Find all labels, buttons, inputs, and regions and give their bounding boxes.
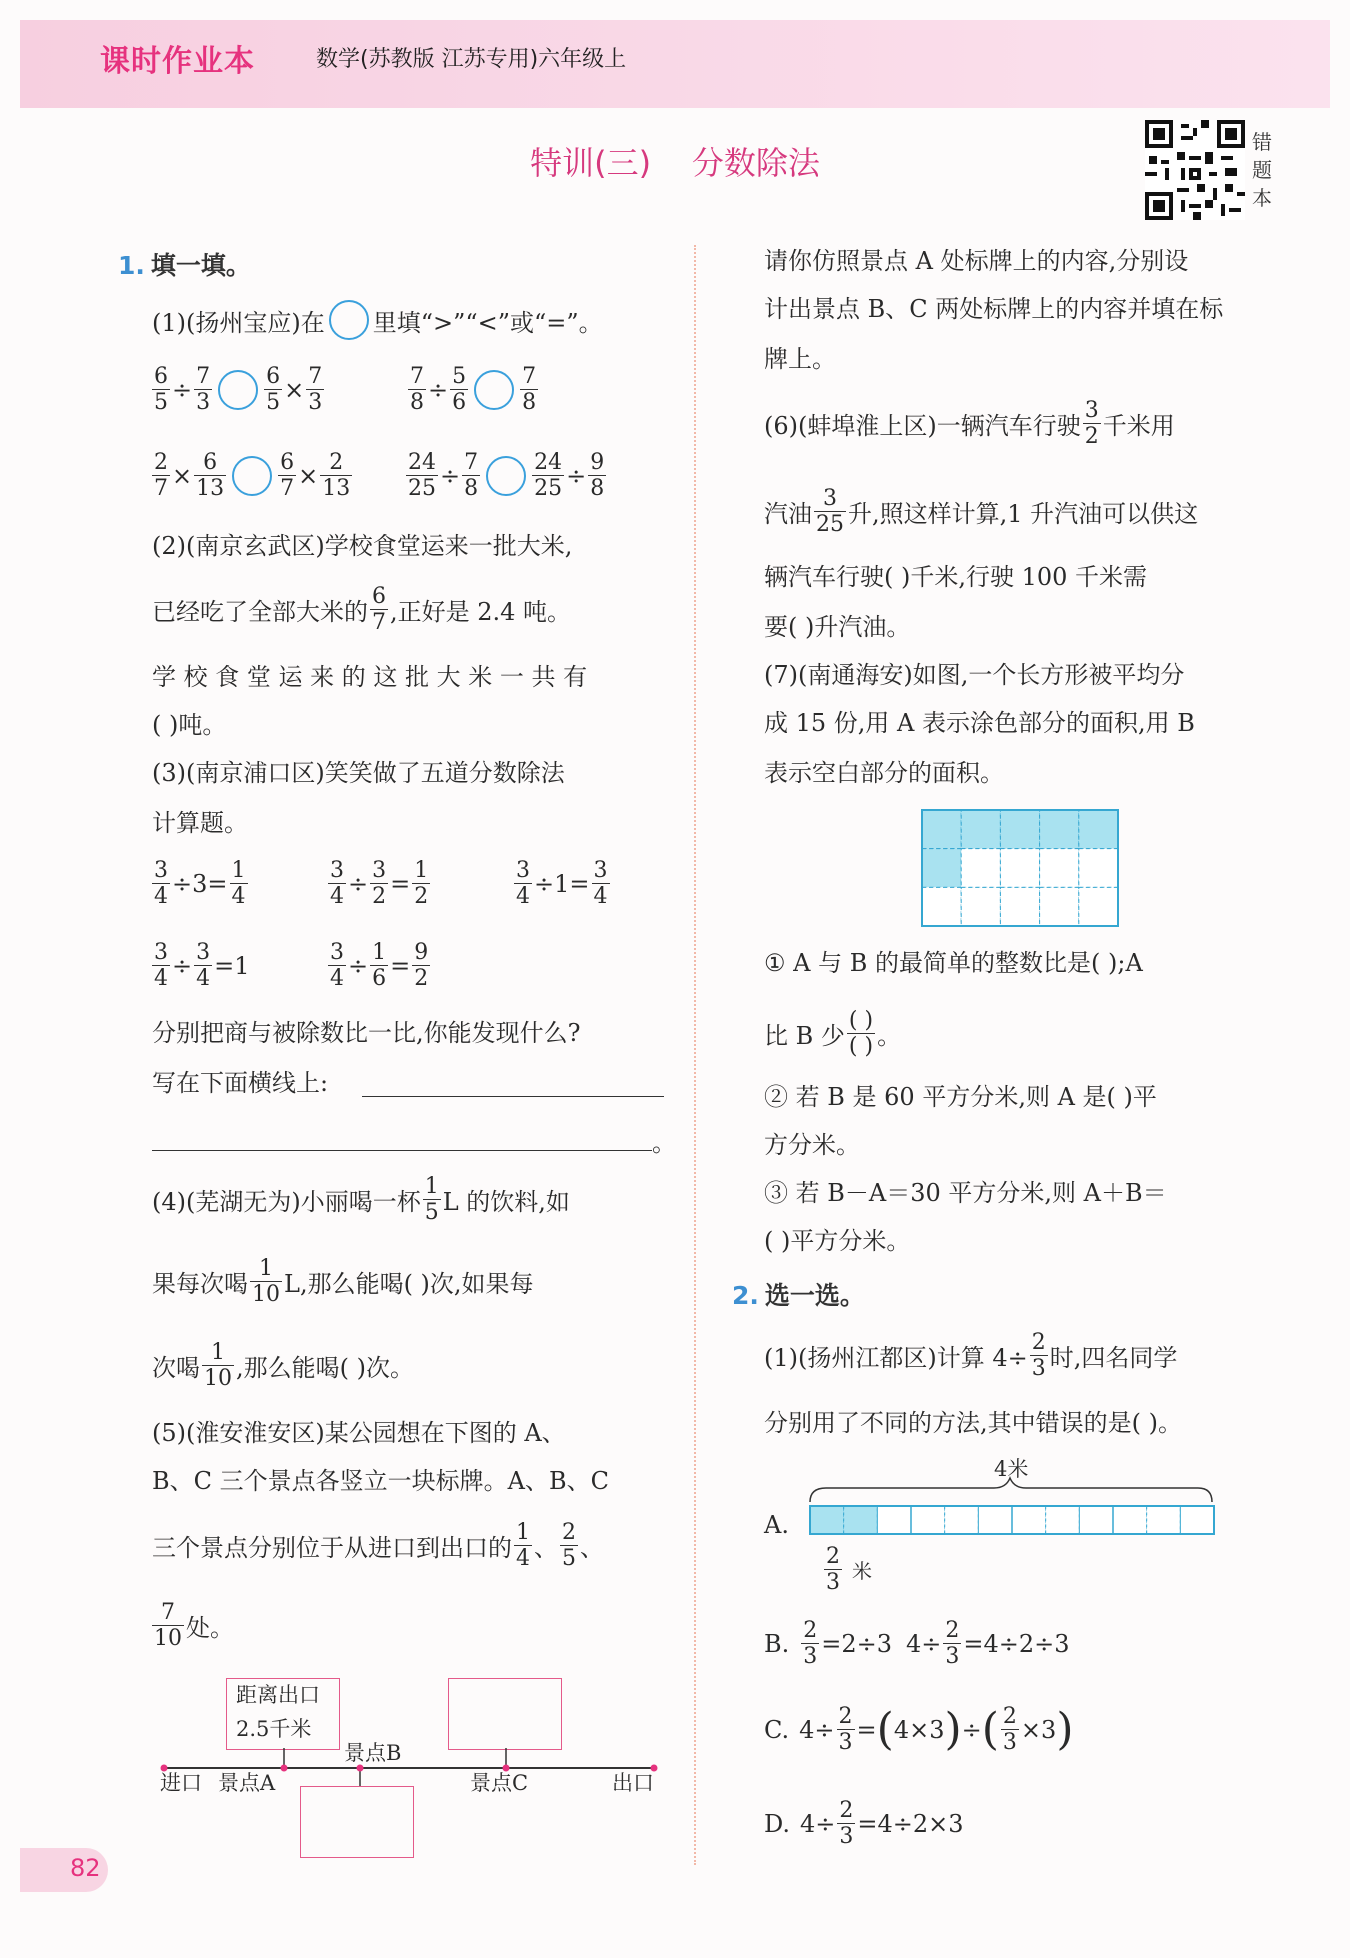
q6-line-1: (6)(蚌埠淮上区)一辆汽车行驶 $\frac{3}{2}$ 千米用 xyxy=(764,398,1175,449)
section-1-heading xyxy=(118,246,251,282)
q7-line-2: 成 15 份,用 A 表示涂色部分的面积,用 B xyxy=(764,709,1195,737)
bar-segment xyxy=(978,1506,1012,1534)
bar-segment xyxy=(1180,1506,1214,1534)
grid-cell-shaded xyxy=(922,810,961,849)
section-label: 选一选。 xyxy=(764,1281,865,1310)
q5-cont-line-2: 计出景点 B、C 两处标牌上的内容并填在标 xyxy=(764,295,1224,323)
label-entrance: 进口 xyxy=(160,1771,202,1795)
q1-prompt-tail: 里填“>”“<”或“=”。 xyxy=(372,308,603,337)
qr-code-icon[interactable] xyxy=(1145,120,1245,220)
q7-line-3: 表示空白部分的面积。 xyxy=(764,759,1004,787)
q4-line-1: (4)(芜湖无为)小丽喝一杯 $\frac{1}{5}$ L 的饮料,如 xyxy=(152,1174,570,1225)
q3-line-2: 计算题。 xyxy=(152,809,248,837)
q3-answer-line-2[interactable] xyxy=(152,1150,652,1151)
q7-part-1-cont: 比 B 少 $\frac{( )}{( )}$ 。 xyxy=(764,1008,902,1059)
q6-line-3[interactable]: 辆汽车行驶( )千米,行驶 100 千米需 xyxy=(764,563,1148,591)
bar-shaded-label: $\frac{2}{3}$ 米 xyxy=(826,1544,872,1595)
book-subtitle: 数学(苏教版 江苏专用)六年级上 xyxy=(316,47,627,72)
q6-line-2: 汽油 $\frac{3}{25}$ 升,照这样计算,1 升汽油可以供这 xyxy=(764,486,1199,537)
q5-cont-line-1: 请你仿照景点 A 处标牌上的内容,分别设 xyxy=(764,247,1189,275)
q2-line-3: 学 校 食 堂 运 来 的 这 批 大 米 一 共 有 xyxy=(152,663,588,691)
grid-cell-blank xyxy=(1079,849,1118,888)
section-2-heading xyxy=(732,1276,865,1312)
operator: × xyxy=(172,461,193,490)
section-number: 1. xyxy=(118,251,145,280)
fraction: $\frac{24}{25}$ xyxy=(534,450,563,501)
q4-line-2: 果每次喝 $\frac{1}{10}$ L,那么能喝( )次,如果每 xyxy=(152,1256,534,1307)
q3-answer-line-1[interactable] xyxy=(362,1096,664,1097)
q7-part-2[interactable]: ② 若 B 是 60 平方分米,则 A 是( )平 xyxy=(764,1083,1157,1111)
grid-cell-blank xyxy=(1000,849,1039,888)
qr-label-char: 错 xyxy=(1252,130,1272,154)
operator: ÷ xyxy=(440,461,461,490)
qr-label-char: 题 xyxy=(1252,158,1272,182)
fraction: $\frac{6}{13}$ xyxy=(196,450,225,501)
q5-line-4: $\frac{7}{10}$ 处。 xyxy=(154,1600,234,1651)
fraction: $\frac{7}{3}$ xyxy=(196,364,211,415)
blank-fraction[interactable]: $\frac{( )}{( )}$ xyxy=(848,1008,874,1059)
grid-cell-blank xyxy=(1000,887,1039,926)
answer-circle[interactable] xyxy=(486,456,526,496)
q3-line-4: 写在下面横线上: xyxy=(152,1069,329,1097)
fraction: $\frac{6}{5}$ xyxy=(266,364,281,415)
q3-expr-4: $\frac{3}{4}$ ÷ $\frac{3}{4}$ =1 xyxy=(154,940,250,991)
q1-prompt xyxy=(152,300,603,340)
q2-answer-blank[interactable]: ( )吨。 xyxy=(152,711,227,739)
q3-expr-1: $\frac{3}{4}$ ÷3= $\frac{1}{4}$ xyxy=(154,858,246,909)
fraction: $\frac{7}{3}$ xyxy=(308,364,323,415)
q5-cont-line-3: 牌上。 xyxy=(764,345,836,373)
grid-cell-blank xyxy=(1079,887,1118,926)
q7-line-1: (7)(南通海安)如图,一个长方形被平均分 xyxy=(764,661,1185,689)
grid-cell-shaded xyxy=(1079,810,1118,849)
answer-circle-example xyxy=(329,300,369,340)
fraction: $\frac{2}{7}$ xyxy=(154,450,168,501)
page-title: 特训(三) 分数除法 xyxy=(530,144,820,182)
fraction: $\frac{5}{6}$ xyxy=(452,364,467,415)
grid-cell-blank xyxy=(1040,887,1079,926)
section-number: 2. xyxy=(732,1281,759,1310)
operator: × xyxy=(284,375,305,404)
option-b[interactable]: B. $\frac{2}{3}$ =2÷3 4÷ $\frac{2}{3}$ =4÷2÷3 xyxy=(764,1618,1070,1669)
q7-part-3: ③ 若 B－A＝30 平方分米,则 A＋B＝ xyxy=(764,1179,1167,1207)
operator: ÷ xyxy=(172,375,193,404)
bar-length-label: 4米 xyxy=(994,1457,1029,1481)
fraction: $\frac{7}{8}$ xyxy=(522,364,537,415)
label-spot-a: 景点A xyxy=(218,1771,276,1795)
fraction: $\frac{2}{13}$ xyxy=(322,450,351,501)
fraction: $\frac{9}{8}$ xyxy=(590,450,605,501)
q3-line-3: 分别把商与被除数比一比,你能发现什么? xyxy=(152,1019,581,1047)
q2-line-1: (2)(南京玄武区)学校食堂运来一批大米, xyxy=(152,532,573,560)
bar-segment xyxy=(945,1506,979,1534)
section-label: 填一填。 xyxy=(150,251,251,280)
grid-cell-blank xyxy=(1040,849,1079,888)
q7-part-1[interactable]: ① A 与 B 的最简单的整数比是( );A xyxy=(764,949,1143,977)
bar-segment-shaded xyxy=(810,1506,844,1534)
answer-circle[interactable] xyxy=(474,370,514,410)
rectangle-grid xyxy=(920,808,1120,928)
q6-line-4[interactable]: 要( )升汽油。 xyxy=(764,613,911,641)
grid-cell-shaded xyxy=(1000,810,1039,849)
q3-line-1: (3)(南京浦口区)笑笑做了五道分数除法 xyxy=(152,759,565,787)
q3-expr-2: $\frac{3}{4}$ ÷ $\frac{3}{2}$ = $\frac{1}{2}$ xyxy=(330,858,429,909)
label-exit: 出口 xyxy=(612,1771,654,1795)
label-spot-c: 景点C xyxy=(470,1771,529,1795)
operator: ÷ xyxy=(566,461,587,490)
bar-segment xyxy=(911,1506,945,1534)
q2-line-2: 已经吃了全部大米的 $\frac{6}{7}$ ,正好是 2.4 吨。 xyxy=(152,584,572,635)
fraction: $\frac{24}{25}$ xyxy=(408,450,436,501)
answer-circle[interactable] xyxy=(218,370,258,410)
q3-expr-5: $\frac{3}{4}$ ÷ $\frac{1}{6}$ = $\frac{9}{2}$ xyxy=(330,940,429,991)
qr-label xyxy=(1252,128,1276,212)
grid-cell-blank xyxy=(961,849,1000,888)
option-d[interactable]: D. 4÷ $\frac{2}{3}$ =4÷2×3 xyxy=(764,1798,964,1849)
option-a-label[interactable]: A. xyxy=(764,1511,789,1539)
compare-item-2 xyxy=(406,364,540,415)
q5-line-1: (5)(淮安淮安区)某公园想在下图的 A、 xyxy=(152,1419,566,1447)
s2-q1-line-1: (1)(扬州江都区)计算 4÷ $\frac{2}{3}$ 时,四名同学 xyxy=(764,1330,1178,1381)
q3-expr-3: $\frac{3}{4}$ ÷1= $\frac{3}{4}$ xyxy=(516,858,608,909)
bar-segment-shaded xyxy=(844,1506,878,1534)
bar-segment xyxy=(1079,1506,1113,1534)
q3-end-mark: 。 xyxy=(652,1129,676,1157)
grid-cell-shaded xyxy=(922,849,961,888)
q1-prompt-text: (1)(扬州宝应)在 xyxy=(152,308,325,337)
fraction: $\frac{7}{8}$ xyxy=(410,364,424,415)
q4-line-3: 次喝 $\frac{1}{10}$ ,那么能喝( )次。 xyxy=(152,1340,414,1391)
bar-segment xyxy=(1046,1506,1080,1534)
label-spot-b: 景点B xyxy=(344,1741,402,1765)
grid-cell-blank xyxy=(961,887,1000,926)
q5-line-2: B、C 三个景点各竖立一块标牌。A、B、C xyxy=(152,1467,609,1495)
answer-circle[interactable] xyxy=(232,456,272,496)
fraction: $\frac{6}{7}$ xyxy=(372,584,386,635)
option-c[interactable]: C. 4÷ $\frac{2}{3}$ = ( 4×3 ) ÷ ( $\frac{2}{3}$ ×3 ) xyxy=(764,1703,1074,1755)
q7-part-3-cont[interactable]: ( )平方分米。 xyxy=(764,1227,911,1255)
grid-cell-shaded xyxy=(1040,810,1079,849)
page-number: 82 xyxy=(70,1854,101,1882)
q7-part-2-cont: 方分米。 xyxy=(764,1131,860,1159)
bar-segment xyxy=(1012,1506,1046,1534)
bar-segment xyxy=(1147,1506,1181,1534)
sign-a-line-1: 距离出口 xyxy=(236,1683,320,1707)
qr-label-char: 本 xyxy=(1252,186,1272,210)
compare-item-4 xyxy=(404,450,608,501)
fraction: $\frac{6}{5}$ xyxy=(154,364,168,415)
compare-item-3 xyxy=(150,450,354,501)
s2-q1-line-2[interactable]: 分别用了不同的方法,其中错误的是( )。 xyxy=(764,1409,1182,1437)
sign-a-line-2: 2.5千米 xyxy=(236,1717,312,1741)
grid-cell-shaded xyxy=(961,810,1000,849)
fraction: $\frac{7}{8}$ xyxy=(464,450,479,501)
point-a xyxy=(281,1765,288,1772)
q5-line-3: 三个景点分别位于从进口到出口的 $\frac{1}{4}$ 、 $\frac{2}{5}$ 、 xyxy=(152,1520,604,1571)
bar-segment xyxy=(877,1506,911,1534)
length-bar xyxy=(808,1502,1218,1538)
operator: × xyxy=(298,461,319,490)
operator: ÷ xyxy=(428,375,449,404)
compare-item-1 xyxy=(150,364,326,415)
brand-title: 课时作业本 xyxy=(100,44,255,79)
grid-cell-blank xyxy=(922,887,961,926)
column-divider xyxy=(694,245,696,1865)
fraction: $\frac{6}{7}$ xyxy=(280,450,295,501)
bar-segment xyxy=(1113,1506,1147,1534)
